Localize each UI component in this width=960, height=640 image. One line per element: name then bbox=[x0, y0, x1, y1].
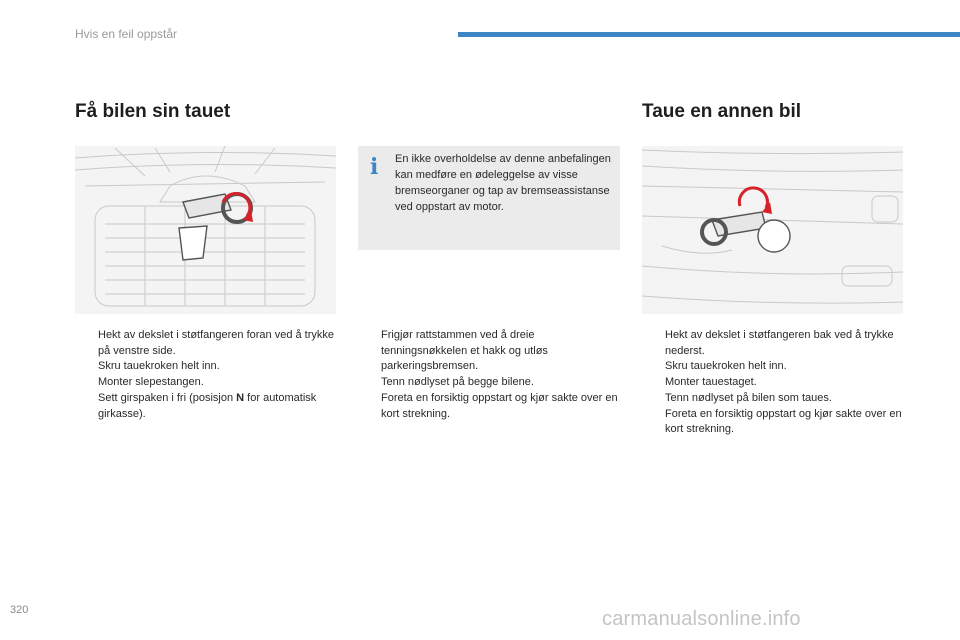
info-icon: i bbox=[370, 154, 379, 180]
rear-bumper-drawing bbox=[642, 146, 903, 314]
tow-hook-front bbox=[179, 194, 251, 260]
list-item: Skru tauekroken helt inn. bbox=[665, 360, 787, 373]
section-header-label: Hvis en feil oppstår bbox=[75, 27, 178, 41]
rear-tow-hook-illustration bbox=[642, 146, 903, 314]
list-item: Frigjør rattstammen ved å dreie tenningsnøkkelen et hakk og utløs parkeringsbremsen. bbox=[381, 329, 548, 373]
rotation-arrow-icon-rear bbox=[739, 188, 767, 208]
list-item: Hekt av dekslet i støtfangeren bak ved å trykke nederst. bbox=[665, 329, 894, 357]
rear-towing-steps bbox=[642, 328, 904, 438]
list-item: Foreta en forsiktig oppstart og kjør sakte over en kort strekning. bbox=[665, 407, 902, 436]
list-item: Hekt av dekslet i støtfangeren foran ved å trykke på venstre side. bbox=[98, 329, 335, 357]
list-item: Tenn nødlyset på begge bilene. bbox=[381, 376, 534, 389]
front-bumper-drawing bbox=[75, 146, 336, 314]
list-item: Monter tauestaget. bbox=[665, 376, 757, 389]
header-accent-bar bbox=[458, 32, 960, 37]
list-item: Skru tauekroken helt inn. bbox=[98, 360, 220, 373]
title-get-towed: Få bilen sin tauet bbox=[75, 101, 231, 122]
site-watermark: carmanualsonline.info bbox=[602, 608, 801, 630]
info-notice-text: En ikke overholdelse av denne anbefalingen kan medføre en ødeleggelse av visse bremseorganer og tap av bremseassistanse ved oppstart av motor. bbox=[395, 153, 611, 213]
page-number: 320 bbox=[10, 604, 29, 616]
title-tow-other-car: Taue en annen bil bbox=[642, 101, 802, 122]
gear-position-n: N bbox=[236, 391, 245, 404]
list-item: Tenn nødlyset på bilen som taues. bbox=[665, 391, 832, 404]
info-notice-box bbox=[358, 146, 620, 250]
list-item: Monter slepestangen. bbox=[98, 376, 204, 389]
list-item: Foreta en forsiktig oppstart og kjør sakte over en kort strekning. bbox=[381, 391, 618, 420]
general-towing-steps bbox=[358, 328, 620, 422]
front-tow-hook-illustration bbox=[75, 146, 336, 314]
front-towing-steps bbox=[75, 328, 337, 422]
list-item: Sett girspaken i fri (posisjon N for automatisk girkasse). bbox=[98, 391, 317, 420]
